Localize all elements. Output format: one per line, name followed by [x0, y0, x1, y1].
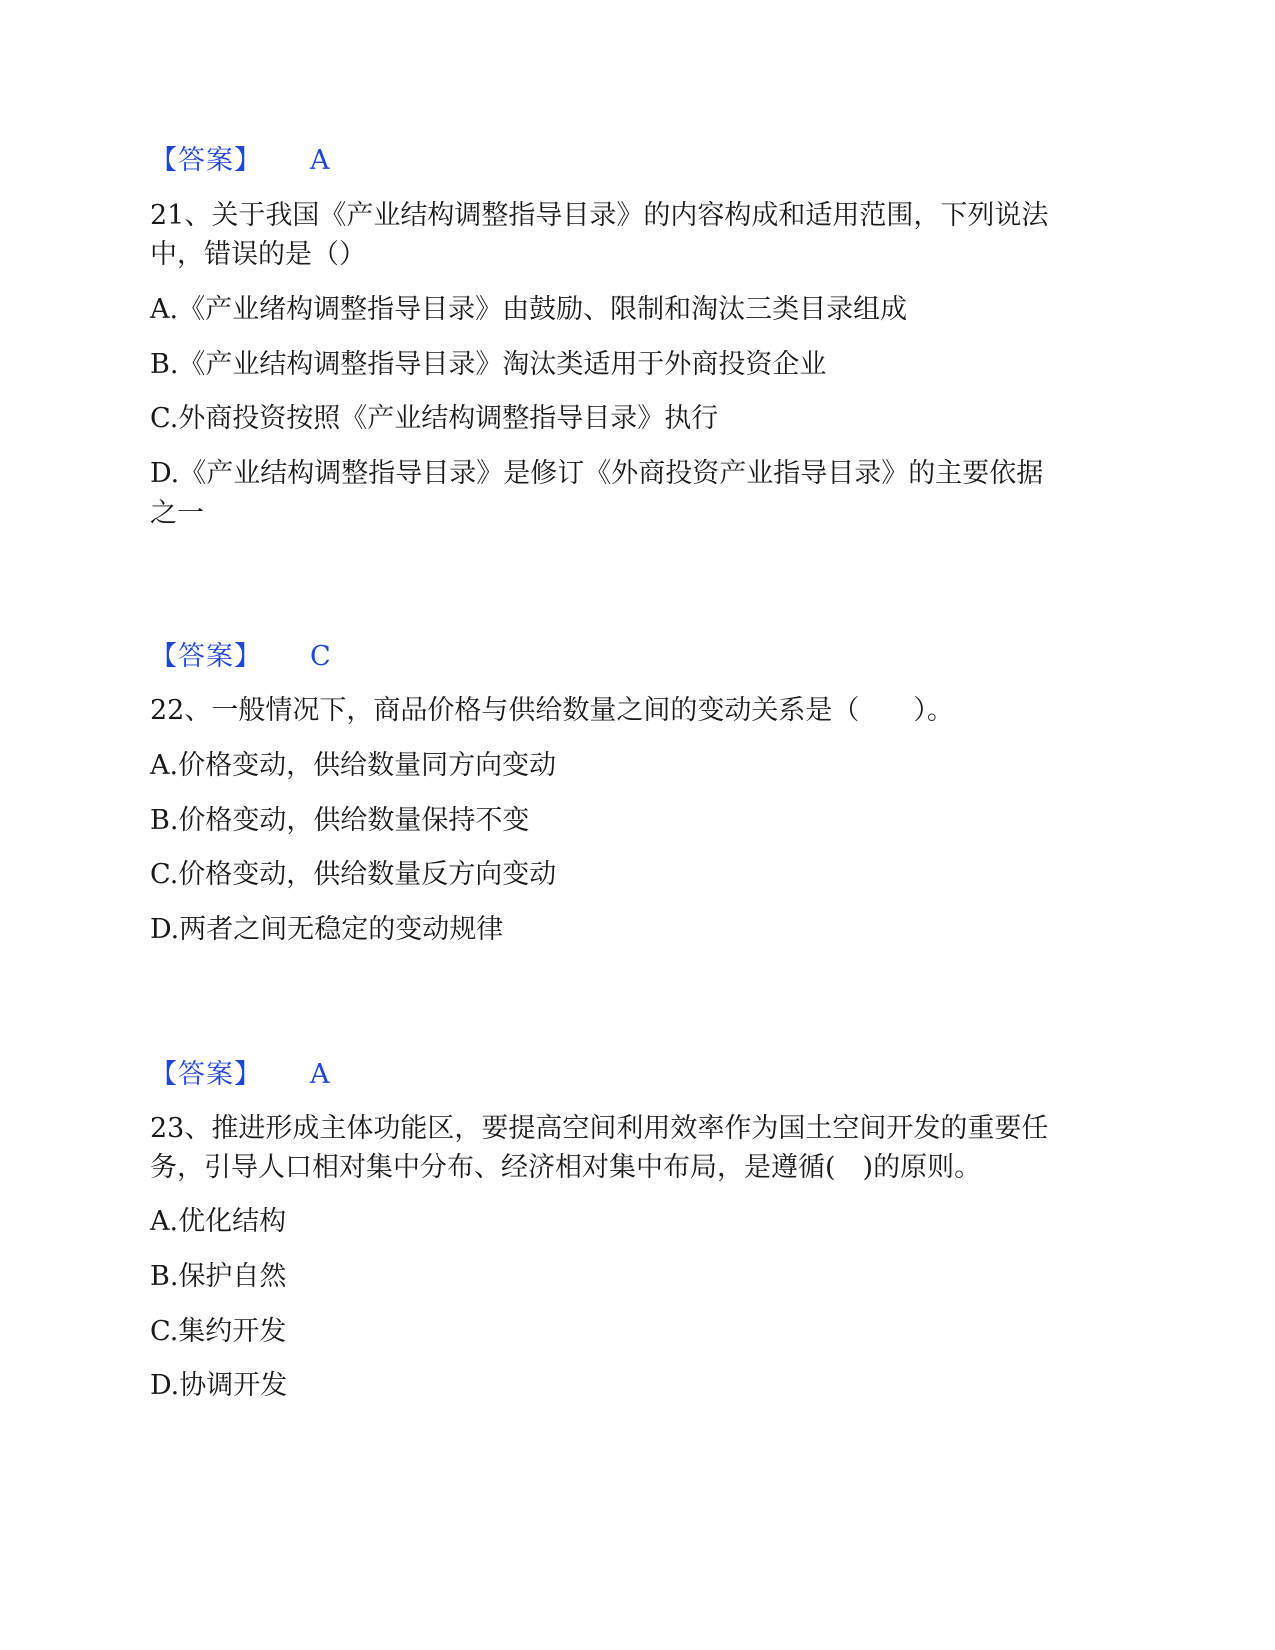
question-23-line-2: 务，引导人口相对集中分布、经济相对集中布局，是遵循( )的原则。 — [150, 1152, 982, 1183]
answer-line-3 — [150, 1055, 330, 1095]
option-23-d: D.协调开发 — [150, 1370, 288, 1401]
option-22-c: C.价格变动，供给数量反方向变动 — [150, 859, 557, 890]
option-21-a: A.《产业绪构调整指导目录》由鼓励、限制和淘汰三类目录组成 — [150, 294, 908, 325]
question-21-line-1: 21、关于我国《产业结构调整指导目录》的内容构成和适用范围，下列说法 — [150, 200, 1049, 231]
option-23-c: C.集约开发 — [150, 1316, 287, 1347]
answer-value: A — [310, 1059, 330, 1090]
answer-value: C — [310, 641, 331, 672]
answer-line-2 — [150, 637, 331, 677]
answer-label: 【答案】 — [150, 145, 262, 176]
option-22-b: B.价格变动，供给数量保持不变 — [150, 805, 530, 836]
answer-label: 【答案】 — [150, 1059, 262, 1090]
question-23-line-1: 23、推进形成主体功能区，要提高空间利用效率作为国土空间开发的重要任 — [150, 1113, 1049, 1144]
question-21-line-2: 中，错误的是（） — [150, 239, 366, 270]
question-22-line-1: 22、一般情况下，商品价格与供给数量之间的变动关系是（ ）。 — [150, 695, 954, 726]
option-23-a: A.优化结构 — [150, 1206, 287, 1237]
answer-label: 【答案】 — [150, 641, 262, 672]
option-21-b: B.《产业结构调整指导目录》淘汰类适用于外商投资企业 — [150, 349, 827, 380]
option-22-a: A.价格变动，供给数量同方向变动 — [150, 750, 557, 781]
option-21-d-line-2: 之一 — [150, 498, 204, 529]
option-22-d: D.两者之间无稳定的变动规律 — [150, 914, 504, 945]
answer-value: A — [310, 145, 330, 176]
answer-line-1 — [150, 141, 330, 181]
option-23-b: B.保护自然 — [150, 1261, 287, 1292]
option-21-d-line-1: D.《产业结构调整指导目录》是修订《外商投资产业指导目录》的主要依据 — [150, 458, 1044, 489]
option-21-c: C.外商投资按照《产业结构调整指导目录》执行 — [150, 403, 719, 434]
